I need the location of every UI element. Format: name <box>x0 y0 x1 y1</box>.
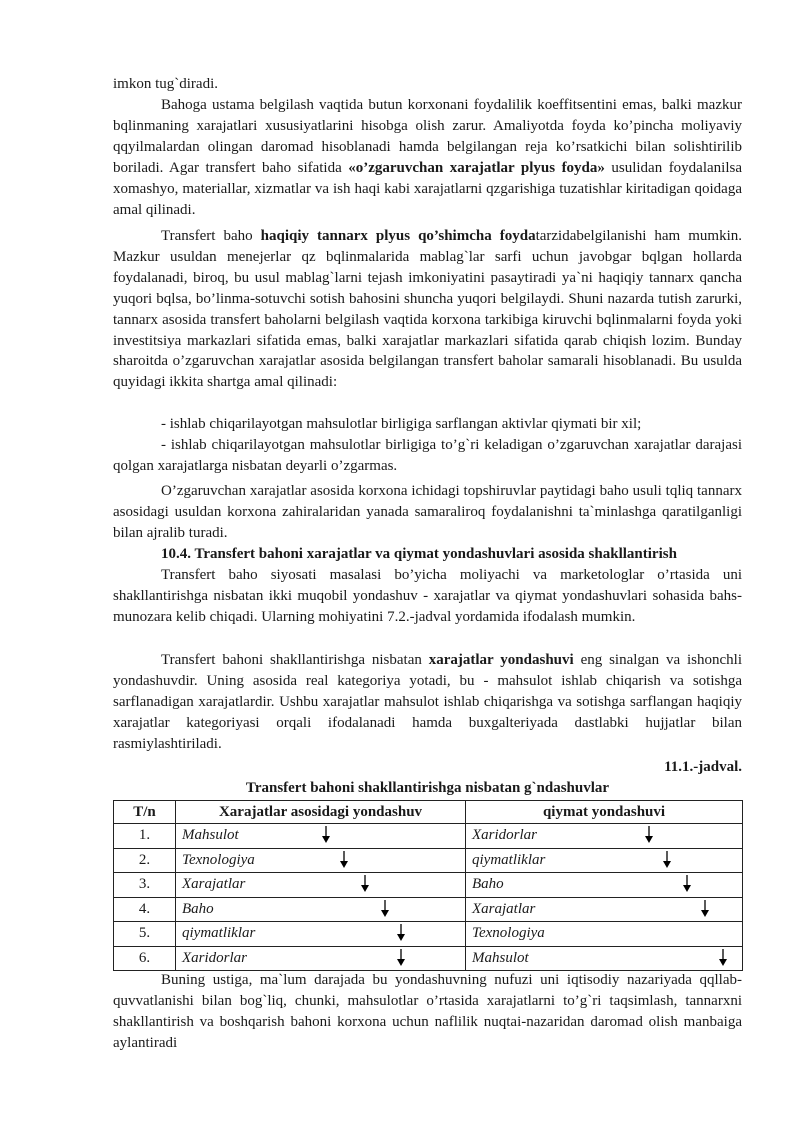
arrow-down-icon <box>380 900 390 917</box>
paragraph-markup <box>113 95 742 220</box>
cost-approach-cell <box>176 824 466 849</box>
cell-text: Xarajatlar <box>182 876 246 893</box>
paragraph-approaches: Transfert baho siyosati masalasi bo’yicha moliyachi va marketologlar o’rtasida uni shakllantirishga nisbatan ikki muqobil yondashuv - xarajatlar va qiymat yondashuvlari sohasida bahs-munozara kelib chiqadi. Ularning mohiyatini 7.2.-jadval yordamida ifodalash mumkin. <box>113 567 742 625</box>
row-number: 2. <box>114 848 176 873</box>
paragraph-text: Transfert bahoni shakllantirishga nisbatan <box>161 652 429 668</box>
paragraph-actual-cost <box>113 226 742 393</box>
paragraph-text-end: tarzidabelgilanishi ham mumkin. Mazkur usuldan menejerlar qz bqlinmalarida mablag`lar sarfi uchun javobgar bqlgan hollarda foydalanadi, biroq, bu usul mablag`larni tejash imkoniyatini pasaytiradi ya`ni haqiqiy tannarx qancha yuqori bqlsa, bo’linma-sotuvchi sotish bahosini shuncha yuqori belgilaydi. Shuni nazarda tutish zarurki, tannarx asosida transfert baholarni belgilash vaqtida korxona tarkibiga kiruvchi bqlinmalarni foyda yoki investitsiya markazlari sifatida emas, balki xarajatlar markazlari sifatida qarab chiqish lozim. Bunday sharoitda o’zgaruvchan xarajatlar asosida belgilangan transfert baholar samarali hisoblanadi. Bu usulda quyidagi ikkita shartga amal qilinadi: <box>113 228 742 391</box>
paragraph-continuation: imkon tug`diradi. <box>113 76 218 92</box>
table-label: 11.1.-jadval. <box>664 759 742 775</box>
cell-text: Baho <box>472 876 504 893</box>
cell-text: Texnologiya <box>472 925 545 942</box>
arrow-down-icon <box>644 826 654 843</box>
table-title: Transfert bahoni shakllantirishga nisbatan g`ndashuvlar <box>245 780 610 796</box>
value-approach-cell <box>466 897 743 922</box>
cell-text: Mahsulot <box>472 949 529 966</box>
value-approach-cell <box>466 873 743 898</box>
table-row <box>114 824 743 849</box>
paragraph-text-end: eng sinalgan va ishonchli yondashuvdir. Uning asosida real kategoriya yotadi, bu - mahsulot ishlab chiqarish va sotishga sarflanadigan xarajatlardir. Ushbu xarajatlar mahsulot ishlab chiqarishga va sotishga sarflangan haqiqiy xarajatlar kategoriyasi orqali ifodalanadi hamda buxgalteriyada dastlabki hujjatlar bilan rasmiylashtiriladi. <box>113 652 742 752</box>
bold-phrase-variable-cost: «o’zgaruvchan xarajatlar plyus foyda» <box>348 159 605 176</box>
cost-approach-cell <box>176 848 466 873</box>
cell-text: Xaridorlar <box>182 949 248 966</box>
header-number: T/n <box>114 801 176 824</box>
row-number: 5. <box>114 922 176 947</box>
cost-approach-cell <box>176 873 466 898</box>
bold-phrase-cost-approach: xarajatlar yondashuvi <box>428 652 574 668</box>
cost-approach-cell <box>176 946 466 971</box>
arrow-down-icon <box>682 875 692 892</box>
cell-text: qiymatliklar <box>472 851 546 868</box>
row-number: 4. <box>114 897 176 922</box>
arrow-down-icon <box>396 949 406 966</box>
row-number: 1. <box>114 824 176 849</box>
table-row <box>114 848 743 873</box>
arrow-down-icon <box>718 949 728 966</box>
paragraph-text-end: usulidan foydalanilsa xomashyo, materiallar, xizmatlar va ish haqi kabi xarajatlarni qzgarishiga tuzatishlar kiritadigan qoidaga amal qilinadi. <box>113 159 742 218</box>
cell-text: Xaridorlar <box>472 827 538 844</box>
row-number: 3. <box>114 873 176 898</box>
cell-text: Mahsulot <box>182 827 239 844</box>
table-row <box>114 922 743 947</box>
arrow-down-icon <box>396 924 406 941</box>
cell-text: Baho <box>182 900 214 917</box>
header-cost-approach: Xarajatlar asosidagi yondashuv <box>176 801 466 824</box>
paragraph-variable-costs: O’zgaruvchan xarajatlar asosida korxona ichidagi topshiruvlar paytidagi baho usuli tqliq tannarx asosidagi usuldan korxona zahiralaridan yanada samaraliroq foydalanishni ta`minlashga qaratilganligi bilan ajralib turadi. <box>113 483 742 541</box>
condition-item-1: - ishlab chiqarilayotgan mahsulotlar birligiga sarflangan aktivlar qiymati bir xil; <box>161 416 642 432</box>
bold-phrase-actual-cost: haqiqiy tannarx plyus qo’shimcha foyda <box>260 228 536 244</box>
value-approach-cell <box>466 946 743 971</box>
cost-approach-cell <box>176 922 466 947</box>
table-row <box>114 946 743 971</box>
paragraph-cost-approach <box>113 650 742 755</box>
value-approach-cell <box>466 848 743 873</box>
paragraph-text: Transfert baho <box>161 228 261 244</box>
condition-item-2: - ishlab chiqarilayotgan mahsulotlar birligiga to’g`ri keladigan o’zgaruvchan xarajatlar darajasi qolgan xarajatlarga nisbatan deyarli o’zgarmas. <box>113 437 742 474</box>
arrow-down-icon <box>700 900 710 917</box>
cell-text: Texnologiya <box>182 851 255 868</box>
table-row <box>114 873 743 898</box>
section-heading: 10.4. Transfert bahoni xarajatlar va qiymat yondashuvlari asosida shakllantirish <box>161 546 677 562</box>
cell-text: Xarajatlar <box>472 900 536 917</box>
cell-text: qiymatliklar <box>182 925 256 942</box>
approaches-table <box>113 800 743 971</box>
row-number: 6. <box>114 946 176 971</box>
paragraph-final: Buning ustiga, ma`lum darajada bu yondashuvning nufuzi uni iqtisodiy nazariyada qqllab-quvvatlanishi bilan bog`liq, chunki, mahsulotlar o’rtasida xarajatlarni to’g`ri taqsimlash, tannarxni shakllantirish va boshqarish bahoni korxona uchun naflilik nuqtai-nazaridan daromad olish manbaiga aylantiradi <box>113 972 742 1051</box>
value-approach-cell <box>466 824 743 849</box>
cost-approach-cell <box>176 897 466 922</box>
table-header-row <box>114 801 743 824</box>
arrow-down-icon <box>662 851 672 868</box>
arrow-down-icon <box>360 875 370 892</box>
value-approach-cell <box>466 922 743 947</box>
arrow-down-icon <box>339 851 349 868</box>
arrow-down-icon <box>321 826 331 843</box>
table-row <box>114 897 743 922</box>
paragraph-text: Bahoga ustama belgilash vaqtida butun korxonani foydalilik koeffitsentini emas, balki mazkur bqlinmaning xarajatlari xususiyatlarini hisobga olish zarur. Amaliyotda foyda ko’pincha moliyaviy qqyilmalardan olingan daromad hisoblanadi hamda belgilangan reja ko’rsatkichi bilan solishtirilib boriladi. Agar transfert baho sifatida <box>113 97 742 176</box>
header-value-approach: qiymat yondashuvi <box>466 801 743 824</box>
